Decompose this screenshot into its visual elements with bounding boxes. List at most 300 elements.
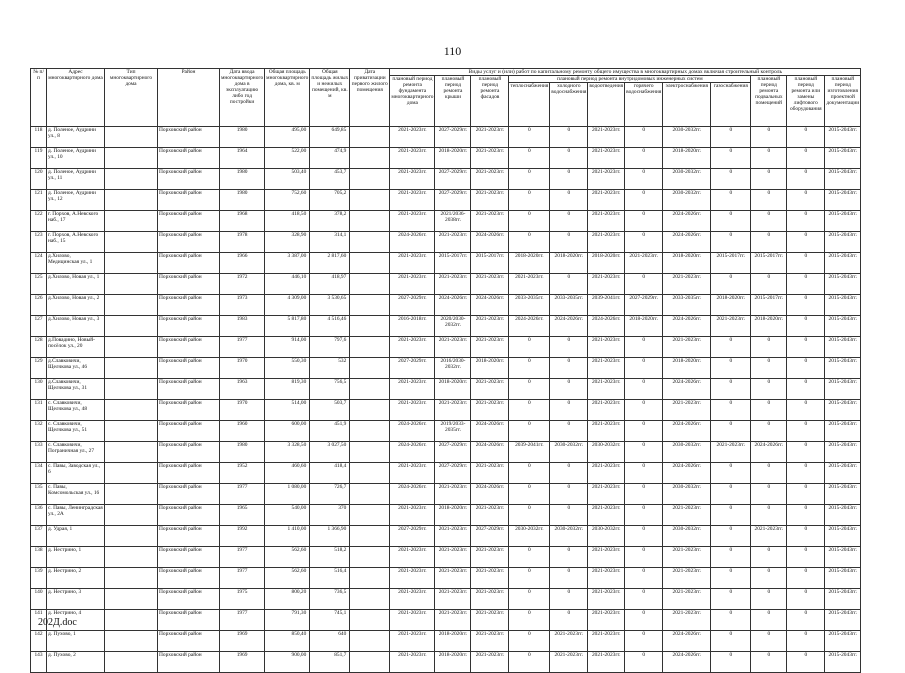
col-area-living: Общая площадь жилых и нежилых помещений, кв. м [310, 69, 350, 127]
cell-district: Порховский район [158, 316, 220, 337]
cell-heat: 0 [509, 400, 550, 421]
cell-design: 2015-2043гг. [825, 379, 861, 400]
cell-priv [350, 526, 390, 547]
cell-total: 522,00 [265, 148, 310, 169]
cell-total: 3 387,00 [265, 253, 310, 274]
cell-no: 135 [31, 484, 47, 505]
table-row [31, 379, 861, 400]
cell-base: 0 [751, 379, 787, 400]
cell-district: Порховский район [158, 589, 220, 610]
cell-cold: 0 [550, 274, 588, 295]
cell-area: 314,1 [310, 232, 350, 253]
cell-base: 0 [751, 274, 787, 295]
cell-roof: 2018-2020гг. [435, 379, 471, 400]
cell-year: 1969 [220, 631, 265, 652]
cell-area: 418,4 [310, 463, 350, 484]
table-row [31, 505, 861, 526]
cell-roof: 2027-2029гг. [435, 127, 471, 148]
cell-total: 460,60 [265, 463, 310, 484]
cell-lift: 0 [787, 463, 825, 484]
cell-area: 640 [310, 631, 350, 652]
cell-roof: 2024-2026гг. [435, 295, 471, 316]
cell-year: 1980 [220, 127, 265, 148]
cell-cold: 0 [550, 421, 588, 442]
cell-no: 130 [31, 379, 47, 400]
cell-no: 120 [31, 169, 47, 190]
cell-district: Порховский район [158, 505, 220, 526]
cell-cold: 0 [550, 148, 588, 169]
table-row [31, 295, 861, 316]
cell-heat: 0 [509, 358, 550, 379]
cell-priv [350, 652, 390, 673]
cell-hot: 0 [625, 484, 663, 505]
cell-roof: 2021-2023гг. [435, 400, 471, 421]
cell-year: 1975 [220, 589, 265, 610]
cell-total: 1 410,00 [265, 526, 310, 547]
cell-hot: 0 [625, 400, 663, 421]
cell-no: 141 [31, 610, 47, 631]
cell-roof: 2027-2029гг. [435, 169, 471, 190]
header-top-group: Виды услуг и (или) работ по капитальному ремонту общего имущества в многоквартирных домах включая строительный контроль [390, 69, 861, 76]
cell-gas: 0 [711, 211, 751, 232]
cell-cold: 2030-2032гг. [550, 442, 588, 463]
cell-roof: 2021-2023гг. [435, 610, 471, 631]
cell-facade: 2024-2026гг. [471, 442, 509, 463]
cell-gas: 0 [711, 232, 751, 253]
cell-year: 1970 [220, 400, 265, 421]
cell-facade: 2021-2023гг. [471, 463, 509, 484]
cell-type [105, 526, 158, 547]
cell-found: 2021-2023гг. [390, 190, 435, 211]
page-number: 110 [443, 44, 462, 58]
cell-address: д. Нестрино, 2 [47, 568, 105, 589]
cell-cold: 2024-2026гг. [550, 316, 588, 337]
cell-district: Порховский район [158, 526, 220, 547]
table-row [31, 337, 861, 358]
cell-address: д.Хилово, Новая ул., 2 [47, 295, 105, 316]
cell-area: 1 366,90 [310, 526, 350, 547]
cell-hot: 2018-2020гг. [625, 316, 663, 337]
cell-found: 2021-2023гг. [390, 169, 435, 190]
col-drain: водоотведения [588, 83, 625, 127]
cell-address: с. Павы, Ленинградская ул., 2А [47, 505, 105, 526]
cell-no: 126 [31, 295, 47, 316]
cell-cold: 0 [550, 358, 588, 379]
cell-hot: 0 [625, 547, 663, 568]
cell-no: 124 [31, 253, 47, 274]
cell-no: 118 [31, 127, 47, 148]
cell-facade: 2021-2023гг. [471, 190, 509, 211]
col-total-area: Общая площадь многоквартирного дома, кв. м [265, 69, 310, 127]
cell-area: 649,85 [310, 127, 350, 148]
cell-facade: 2021-2023гг. [471, 652, 509, 673]
cell-district: Порховский район [158, 400, 220, 421]
cell-area: 518,2 [310, 547, 350, 568]
cell-priv [350, 211, 390, 232]
cell-lift: 0 [787, 295, 825, 316]
cell-found: 2027-2029гг. [390, 295, 435, 316]
cell-type [105, 610, 158, 631]
cell-roof: 2021-2023гг. [435, 547, 471, 568]
cell-priv [350, 337, 390, 358]
cell-no: 128 [31, 337, 47, 358]
cell-base: 0 [751, 484, 787, 505]
cell-found: 2021-2023гг. [390, 505, 435, 526]
cell-year: 1965 [220, 505, 265, 526]
cell-total: 328,90 [265, 232, 310, 253]
cell-address: д. Пухово, 2 [47, 652, 105, 673]
cell-type [105, 421, 158, 442]
cell-year: 1977 [220, 568, 265, 589]
cell-cold: 2021-2023гг. [550, 652, 588, 673]
cell-total: 446,10 [265, 274, 310, 295]
cell-total: 540,00 [265, 505, 310, 526]
cell-priv [350, 547, 390, 568]
cell-base: 2015-2017гг. [751, 295, 787, 316]
cell-roof: 2021-2023гг. [435, 274, 471, 295]
cell-cold: 0 [550, 505, 588, 526]
cell-year: 1963 [220, 379, 265, 400]
cell-district: Порховский район [158, 295, 220, 316]
cell-heat: 0 [509, 127, 550, 148]
cell-district: Порховский район [158, 190, 220, 211]
cell-heat: 0 [509, 505, 550, 526]
table-row [31, 400, 861, 421]
cell-type [105, 463, 158, 484]
table-row [31, 148, 861, 169]
cell-type [105, 316, 158, 337]
cell-district: Порховский район [158, 568, 220, 589]
cell-district: Порховский район [158, 358, 220, 379]
cell-drain: 2021-2023гг. [588, 190, 625, 211]
cell-roof: 2018-2020гг. [435, 631, 471, 652]
cell-roof: 2019/2033-2035гг. [435, 421, 471, 442]
table-row [31, 316, 861, 337]
cell-hot: 0 [625, 232, 663, 253]
cell-roof: 2027-2029гг. [435, 190, 471, 211]
cell-gas: 2021-2023гг. [711, 442, 751, 463]
cell-drain: 2021-2023гг. [588, 421, 625, 442]
cell-gas: 0 [711, 358, 751, 379]
header-sub-group: плановый период ремонта внутридомовых инженерных систем [509, 76, 751, 83]
cell-found: 2024-2026гг. [390, 232, 435, 253]
cell-district: Порховский район [158, 274, 220, 295]
cell-total: 850,40 [265, 631, 310, 652]
cell-drain: 2021-2023гг. [588, 463, 625, 484]
cell-facade: 2021-2023гг. [471, 379, 509, 400]
cell-design: 2015-2043гг. [825, 631, 861, 652]
cell-no: 142 [31, 631, 47, 652]
cell-area: 378,2 [310, 211, 350, 232]
cell-address: д. Нестрино, 1 [47, 547, 105, 568]
cell-type [105, 568, 158, 589]
cell-facade: 2021-2023гг. [471, 316, 509, 337]
cell-cold: 0 [550, 169, 588, 190]
cell-district: Порховский район [158, 631, 220, 652]
cell-area: 4 516,46 [310, 316, 350, 337]
col-address: Адрес многоквартирного дома [47, 69, 105, 127]
cell-no: 127 [31, 316, 47, 337]
cell-lift: 0 [787, 337, 825, 358]
cell-base: 0 [751, 421, 787, 442]
cell-priv [350, 127, 390, 148]
cell-heat: 2021-2023гг. [509, 274, 550, 295]
cell-priv [350, 190, 390, 211]
cell-type [105, 295, 158, 316]
cell-hot: 2027-2029гг. [625, 295, 663, 316]
cell-priv [350, 589, 390, 610]
cell-lift: 0 [787, 274, 825, 295]
cell-priv [350, 442, 390, 463]
cell-year: 1960 [220, 421, 265, 442]
cell-total: 800,20 [265, 589, 310, 610]
cell-priv [350, 484, 390, 505]
cell-design: 2015-2043гг. [825, 589, 861, 610]
cell-base: 0 [751, 127, 787, 148]
cell-gas: 0 [711, 484, 751, 505]
cell-district: Порховский район [158, 127, 220, 148]
cell-lift: 0 [787, 589, 825, 610]
table-row [31, 232, 861, 253]
cell-district: Порховский район [158, 463, 220, 484]
cell-hot: 0 [625, 211, 663, 232]
table-row [31, 568, 861, 589]
cell-roof: 2021-2023гг. [435, 484, 471, 505]
table-row [31, 253, 861, 274]
cell-cold: 0 [550, 211, 588, 232]
cell-gas: 0 [711, 610, 751, 631]
cell-total: 914,00 [265, 337, 310, 358]
cell-found: 2021-2023гг. [390, 589, 435, 610]
cell-lift: 0 [787, 610, 825, 631]
table-body [31, 127, 861, 673]
cell-no: 134 [31, 463, 47, 484]
cell-year: 1972 [220, 274, 265, 295]
cell-priv [350, 295, 390, 316]
cell-type [105, 190, 158, 211]
cell-priv [350, 253, 390, 274]
cell-year: 1983 [220, 316, 265, 337]
cell-drain: 2021-2023гг. [588, 379, 625, 400]
cell-found: 2021-2023гг. [390, 127, 435, 148]
cell-gas: 0 [711, 631, 751, 652]
cell-base: 0 [751, 631, 787, 652]
cell-lift: 0 [787, 400, 825, 421]
cell-address: д. Поленое, Аудрини ул., 11 [47, 169, 105, 190]
cell-facade: 2021-2023гг. [471, 505, 509, 526]
cell-drain: 2021-2023гг. [588, 169, 625, 190]
cell-no: 122 [31, 211, 47, 232]
cell-roof: 2021-2023гг. [435, 589, 471, 610]
cell-gas: 0 [711, 148, 751, 169]
cell-hot: 0 [625, 526, 663, 547]
cell-drain: 2021-2023гг. [588, 547, 625, 568]
cell-priv [350, 400, 390, 421]
cell-hot: 0 [625, 610, 663, 631]
cell-district: Порховский район [158, 337, 220, 358]
cell-lift: 0 [787, 379, 825, 400]
cell-base: 2018-2020гг. [751, 316, 787, 337]
cell-roof: 2018-2020гг. [435, 148, 471, 169]
cell-area: 726,7 [310, 484, 350, 505]
cell-cold: 0 [550, 337, 588, 358]
cell-district: Порховский район [158, 169, 220, 190]
cell-area: 453,7 [310, 169, 350, 190]
cell-facade: 2021-2023гг. [471, 274, 509, 295]
cell-facade: 2021-2023гг. [471, 148, 509, 169]
cell-year: 1969 [220, 652, 265, 673]
cell-cold: 0 [550, 232, 588, 253]
cell-area: 705,2 [310, 190, 350, 211]
cell-elec: 2030-2032гг. [663, 484, 711, 505]
cell-gas: 0 [711, 379, 751, 400]
cell-hot: 0 [625, 190, 663, 211]
cell-base: 2024-2026гг. [751, 442, 787, 463]
cell-address: с. Славковичи, Щелчкова ул., 48 [47, 400, 105, 421]
cell-elec: 2030-2032гг. [663, 169, 711, 190]
cell-facade: 2021-2023гг. [471, 547, 509, 568]
cell-total: 3 328,50 [265, 442, 310, 463]
cell-type [105, 631, 158, 652]
cell-cold: 2018-2020гг. [550, 253, 588, 274]
cell-found: 2024-2026гг. [390, 442, 435, 463]
cell-facade: 2021-2023гг. [471, 211, 509, 232]
table-row [31, 190, 861, 211]
cell-lift: 0 [787, 358, 825, 379]
cell-design: 2015-2043гг. [825, 337, 861, 358]
cell-design: 2015-2043гг. [825, 169, 861, 190]
cell-found: 2021-2023гг. [390, 274, 435, 295]
cell-hot: 0 [625, 589, 663, 610]
cell-area: 532 [310, 358, 350, 379]
cell-drain: 2024-2026гг. [588, 316, 625, 337]
col-cold: холодного водоснабжения [550, 83, 588, 127]
cell-area: 3 530,65 [310, 295, 350, 316]
cell-facade: 2021-2023гг. [471, 589, 509, 610]
cell-no: 138 [31, 547, 47, 568]
cell-total: 562,60 [265, 568, 310, 589]
cell-hot: 0 [625, 652, 663, 673]
cell-elec: 2018-2020гг. [663, 358, 711, 379]
cell-lift: 0 [787, 442, 825, 463]
cell-design: 2015-2043гг. [825, 358, 861, 379]
cell-address: д.Хилово, Новая ул., 3 [47, 316, 105, 337]
cell-area: 3 027,50 [310, 442, 350, 463]
col-gas: газоснабжения [711, 83, 751, 127]
cell-base: 0 [751, 337, 787, 358]
cell-heat: 0 [509, 421, 550, 442]
cell-elec: 2024-2026гг. [663, 379, 711, 400]
cell-drain: 2021-2023гг. [588, 631, 625, 652]
cell-total: 819,30 [265, 379, 310, 400]
col-roof: плановый период ремонта крыши [435, 76, 471, 127]
cell-hot: 0 [625, 274, 663, 295]
cell-gas: 0 [711, 589, 751, 610]
cell-drain: 2021-2023гг. [588, 337, 625, 358]
cell-priv [350, 379, 390, 400]
cell-no: 139 [31, 568, 47, 589]
cell-heat: 0 [509, 463, 550, 484]
cell-drain: 2021-2023гг. [588, 148, 625, 169]
cell-type [105, 337, 158, 358]
cell-elec: 2030-2032гг. [663, 526, 711, 547]
table-row [31, 274, 861, 295]
cell-elec: 2018-2020гг. [663, 253, 711, 274]
cell-base: 0 [751, 400, 787, 421]
cell-district: Порховский район [158, 253, 220, 274]
cell-drain: 2021-2023гг. [588, 358, 625, 379]
cell-priv [350, 568, 390, 589]
cell-hot: 0 [625, 358, 663, 379]
cell-found: 2027-2029гг. [390, 358, 435, 379]
cell-cold: 0 [550, 610, 588, 631]
cell-year: 1978 [220, 232, 265, 253]
col-no: № п/п [31, 69, 47, 127]
cell-facade: 2024-2026гг. [471, 421, 509, 442]
cell-priv [350, 463, 390, 484]
cell-area: 2 817,60 [310, 253, 350, 274]
cell-drain: 2021-2023гг. [588, 127, 625, 148]
cell-roof: 2021-2023гг. [435, 232, 471, 253]
cell-address: с. Славковичи, Пограничная ул., 27 [47, 442, 105, 463]
cell-drain: 2030-2032гг. [588, 526, 625, 547]
cell-address: с. Павы, Комсомольская ул., 16 [47, 484, 105, 505]
col-electric: электроснабжения [663, 83, 711, 127]
cell-area: 503,7 [310, 400, 350, 421]
cell-address: д.Повадино, Новый-посёлок ул., 20 [47, 337, 105, 358]
cell-lift: 0 [787, 169, 825, 190]
cell-type [105, 547, 158, 568]
cell-base: 0 [751, 148, 787, 169]
cell-priv [350, 358, 390, 379]
cell-area: 745,1 [310, 610, 350, 631]
table-row [31, 169, 861, 190]
cell-elec: 2024-2026гг. [663, 631, 711, 652]
cell-cold: 2033-2035гг. [550, 295, 588, 316]
cell-heat: 0 [509, 190, 550, 211]
cell-base: 0 [751, 505, 787, 526]
cell-base: 0 [751, 169, 787, 190]
cell-lift: 0 [787, 148, 825, 169]
cell-found: 2021-2023гг. [390, 211, 435, 232]
cell-cold: 0 [550, 463, 588, 484]
cell-priv [350, 421, 390, 442]
cell-elec: 2018-2020гг. [663, 148, 711, 169]
cell-address: д. Поленое, Аудрини ул., 10 [47, 148, 105, 169]
cell-address: д.Славковичи, Щелчкова ул., 46 [47, 358, 105, 379]
cell-no: 132 [31, 421, 47, 442]
cell-gas: 0 [711, 337, 751, 358]
cell-priv [350, 232, 390, 253]
cell-address: д.Хилово, Медицинская ул., 1 [47, 253, 105, 274]
cell-no: 143 [31, 652, 47, 673]
cell-total: 5 817,80 [265, 316, 310, 337]
cell-design: 2015-2043гг. [825, 505, 861, 526]
col-district: Район [158, 69, 220, 127]
cell-type [105, 232, 158, 253]
cell-year: 1980 [220, 169, 265, 190]
cell-total: 900,00 [265, 652, 310, 673]
cell-district: Порховский район [158, 232, 220, 253]
cell-base: 0 [751, 232, 787, 253]
cell-heat: 0 [509, 148, 550, 169]
cell-area: 516,4 [310, 568, 350, 589]
cell-address: д. Нестрино, 3 [47, 589, 105, 610]
cell-cold: 0 [550, 589, 588, 610]
cell-cold: 0 [550, 568, 588, 589]
cell-gas: 0 [711, 127, 751, 148]
cell-lift: 0 [787, 190, 825, 211]
